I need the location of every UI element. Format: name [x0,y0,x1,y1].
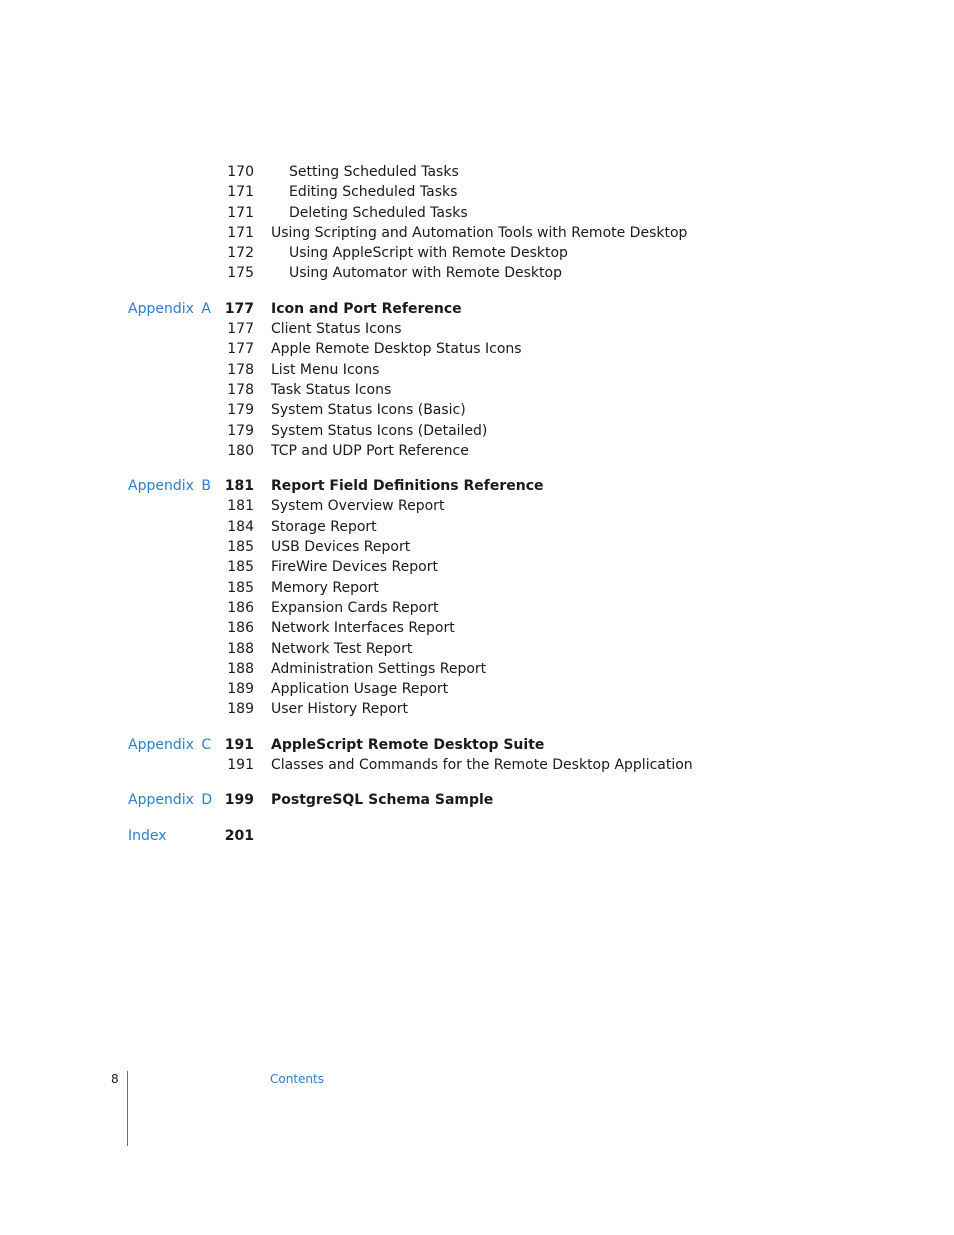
toc-entry-title: Deleting Scheduled Tasks [289,204,468,221]
toc-entry-title: Apple Remote Desktop Status Icons [271,341,522,358]
toc-page-number: 171 [227,204,254,221]
toc-entry[interactable] [0,735,954,755]
toc-entry-title: Expansion Cards Report [271,599,439,616]
toc-page-number: 186 [227,620,254,637]
toc-entry-title: System Status Icons (Basic) [271,402,466,419]
toc-page-number: 201 [224,827,254,844]
toc-page-number: 177 [227,321,254,338]
toc-entry-title: Classes and Commands for the Remote Desktop Application [271,757,693,774]
toc-entry[interactable] [0,639,954,659]
toc-section [0,790,954,810]
toc-entry[interactable] [0,517,954,537]
toc-entry[interactable] [0,380,954,400]
toc-section-label[interactable]: Index [128,827,167,844]
toc-page-number: 179 [227,402,254,419]
toc-entry[interactable] [0,476,954,496]
toc-entry[interactable] [0,223,954,243]
toc-entry[interactable] [0,243,954,263]
toc-page-number: 172 [227,245,254,262]
toc-page-number: 184 [227,518,254,535]
toc-entry-title: Administration Settings Report [271,660,487,677]
toc-page-number: 177 [227,341,254,358]
toc-entry-title: Client Status Icons [271,321,402,338]
toc-entry-title: Task Status Icons [271,381,392,398]
toc-page-number: 185 [227,559,254,576]
toc-entry-title: System Overview Report [271,498,445,515]
toc-page-number: 177 [224,300,254,317]
toc-entry[interactable] [0,699,954,719]
toc-entry[interactable] [0,557,954,577]
toc-entry-title: TCP and UDP Port Reference [271,442,469,459]
footer-rule [127,1071,128,1146]
toc-entry-title: Using Automator with Remote Desktop [289,265,562,282]
toc-entry-title: User History Report [271,701,409,718]
toc-page-number: 181 [227,498,254,515]
toc-entry[interactable] [0,360,954,380]
toc-entry[interactable] [0,319,954,339]
toc-entry[interactable] [0,203,954,223]
toc-entry-title: PostgreSQL Schema Sample [271,792,494,809]
toc-page-number: 185 [227,539,254,556]
toc-entry[interactable] [0,496,954,516]
toc-page-number: 171 [227,184,254,201]
toc-page-number: 175 [227,265,254,282]
toc-page-number: 188 [227,640,254,657]
toc-entry-title: Report Field Definitions Reference [271,478,544,495]
toc-entry[interactable] [0,263,954,283]
toc-section-label[interactable]: Appendix A [128,300,211,317]
toc-entry-title: Editing Scheduled Tasks [289,184,458,201]
toc-section [0,162,954,284]
toc-entry-title: Application Usage Report [271,681,449,698]
toc-entry[interactable] [0,826,954,846]
toc-entry[interactable] [0,162,954,182]
toc-entry-title: FireWire Devices Report [271,559,438,576]
toc-entry[interactable] [0,182,954,202]
toc-entry[interactable] [0,339,954,359]
toc-section [0,476,954,720]
toc-section-label[interactable]: Appendix D [128,792,213,809]
toc-page-number: 191 [227,757,254,774]
toc-entry-title: Using Scripting and Automation Tools with Remote Desktop [271,224,688,241]
table-of-contents [0,162,954,861]
toc-entry[interactable] [0,421,954,441]
toc-entry[interactable] [0,537,954,557]
toc-entry[interactable] [0,400,954,420]
toc-page-number: 171 [227,224,254,241]
toc-entry-title: Icon and Port Reference [271,300,462,317]
toc-section-label[interactable]: Appendix B [128,478,211,495]
toc-page-number: 189 [227,701,254,718]
toc-section [0,826,954,846]
toc-entry-title: System Status Icons (Detailed) [271,422,488,439]
toc-entry-title: AppleScript Remote Desktop Suite [271,736,545,753]
footer-page-number: 8 [111,1072,119,1086]
toc-entry-title: Setting Scheduled Tasks [289,164,459,180]
toc-entry-title: USB Devices Report [271,539,411,556]
footer-section-title: Contents [270,1072,324,1086]
toc-entry-title: Using AppleScript with Remote Desktop [289,245,568,262]
toc-entry-title: Memory Report [271,579,379,596]
toc-entry-title: List Menu Icons [271,361,380,378]
toc-entry[interactable] [0,618,954,638]
toc-page-number: 188 [227,660,254,677]
toc-entry-title: Network Interfaces Report [271,620,455,637]
toc-page-number: 178 [227,361,254,378]
toc-page-number: 189 [227,681,254,698]
toc-section-label[interactable]: Appendix C [128,736,212,753]
toc-entry[interactable] [0,679,954,699]
toc-entry[interactable] [0,598,954,618]
toc-page-number: 185 [227,579,254,596]
toc-entry[interactable] [0,578,954,598]
toc-page-number: 170 [227,164,254,180]
toc-entry-title: Network Test Report [271,640,413,657]
toc-entry[interactable] [0,441,954,461]
toc-page-number: 181 [224,478,254,495]
toc-page-number: 186 [227,599,254,616]
toc-entry[interactable] [0,755,954,775]
toc-page-number: 180 [227,442,254,459]
toc-page-number: 179 [227,422,254,439]
toc-entry-title: Storage Report [271,518,377,535]
toc-entry[interactable] [0,299,954,319]
toc-section [0,735,954,776]
toc-entry[interactable] [0,659,954,679]
toc-section [0,299,954,461]
toc-page-number: 178 [227,381,254,398]
toc-page-number: 191 [224,736,254,753]
toc-page-number: 199 [224,792,254,809]
toc-entry[interactable] [0,790,954,810]
